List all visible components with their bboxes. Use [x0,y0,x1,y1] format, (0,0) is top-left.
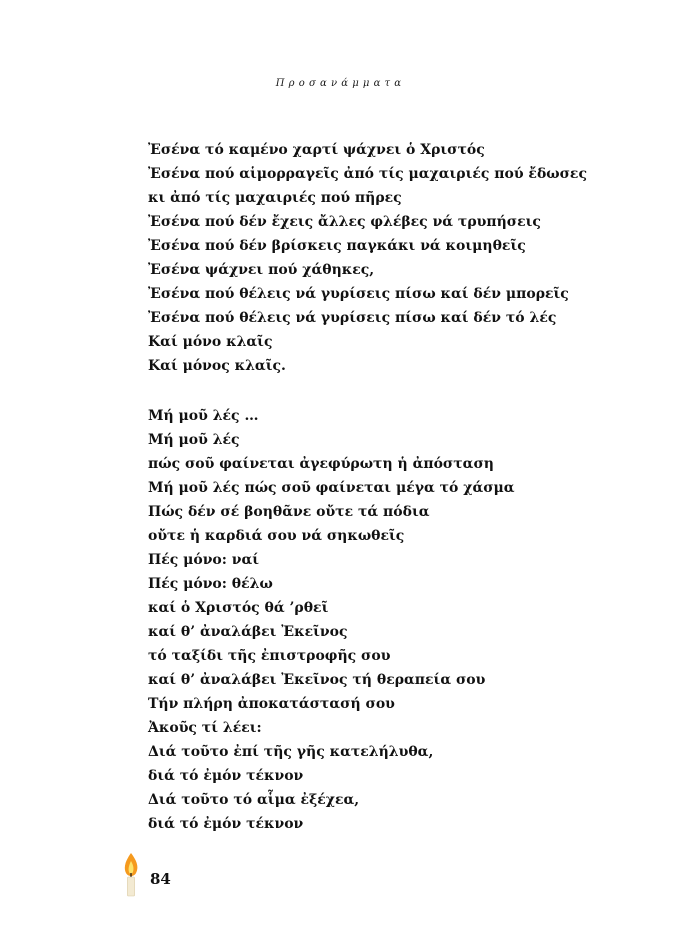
poem-line: διά τό ἐμόν τέκνον [148,816,304,832]
poem-line: καί ὁ Χριστός θά ’ρθεῖ [148,600,329,616]
candle-icon [120,852,142,898]
page-number: 84 [150,870,171,888]
poem-line: Ἐσένα πού δέν βρίσκεις παγκάκι νά κοιμηθεῖς [148,238,526,254]
poem-line: καί θ’ ἀναλάβει Ἐκεῖνος τή θεραπεία σου [148,672,486,688]
poem-line: κι ἀπό τίς μαχαιριές πού πῆρες [148,190,402,206]
poem-line: Διά τοῦτο τό αἷμα ἐξέχεα, [148,792,360,808]
poem-line: Ἐσένα πού θέλεις νά γυρίσεις πίσω καί δέν μπορεῖς [148,286,569,302]
poem-line: Μή μοῦ λές … [148,408,259,424]
poem-line: Καί μόνο κλαῖς [148,334,273,350]
poem-line: καί θ’ ἀναλάβει Ἐκεῖνος [148,624,348,640]
poem-line: διά τό ἐμόν τέκνον [148,768,304,784]
poem-line: Διά τοῦτο ἐπί τῆς γῆς κατελήλυθα, [148,744,434,760]
poem-line: Τήν πλήρη ἀποκατάστασή σου [148,696,395,712]
poem-line: Πές μόνο: ναί [148,552,260,568]
poem-line: Ἐσένα πού αἱμορραγεῖς ἀπό τίς μαχαιριές πού ἔδωσες [148,166,587,182]
candle-body [128,877,135,896]
poem-line: Πές μόνο: θέλω [148,576,273,592]
poem-line: Μή μοῦ λές [148,432,240,448]
stanza-break [148,378,668,404]
poem-line: Ἐσένα πού δέν ἔχεις ἄλλες φλέβες νά τρυπήσεις [148,214,541,230]
poem-line: Καί μόνος κλαῖς. [148,358,286,374]
poem-line: πώς σοῦ φαίνεται ἀγεφύρωτη ἡ ἀπόσταση [148,456,494,472]
running-header: Προσανάμματα [275,78,406,89]
poem-line: τό ταξίδι τῆς ἐπιστροφῆς σου [148,648,391,664]
poem-line: οὔτε ἡ καρδιά σου νά σηκωθεῖς [148,528,405,544]
poem-line: Ἐσένα τό καμένο χαρτί ψάχνει ὁ Χριστός [148,142,485,158]
poem-line: Ἐσένα ψάχνει πού χάθηκες, [148,262,375,278]
poem-line: Μή μοῦ λές πώς σοῦ φαίνεται μέγα τό χάσμα [148,480,515,496]
candle-wick [130,873,131,877]
poem [148,138,668,836]
poem-line: Ἀκοῦς τί λέει: [148,720,262,736]
poem-line: Ἐσένα πού θέλεις νά γυρίσεις πίσω καί δέν τό λές [148,310,557,326]
poem-line: Πώς δέν σέ βοηθᾶνε οὔτε τά πόδια [148,504,430,520]
